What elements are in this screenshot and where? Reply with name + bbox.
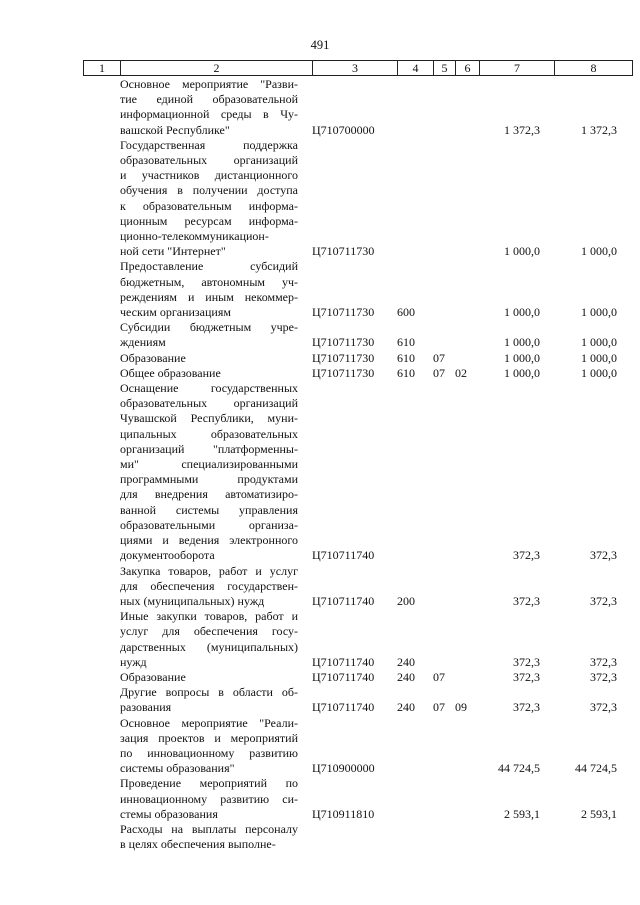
target-code: Ц710711730 (312, 335, 375, 350)
description-line: документооборота (120, 548, 215, 563)
target-code: Ц710711730 (312, 305, 375, 320)
table-row (120, 670, 620, 685)
row-description (120, 366, 298, 381)
description-line: для обеспечения государствен- (120, 578, 298, 593)
description-line: для внедрения автоматизиро- (120, 487, 298, 502)
target-code: Ц710711730 (312, 244, 375, 259)
description-line: образовательными организа- (120, 517, 298, 532)
expense-type: 600 (397, 305, 415, 320)
row-description (120, 564, 298, 610)
table-row (120, 77, 620, 138)
header-col-5: 5 (434, 61, 456, 75)
description-line: Расходы на выплаты персоналу (120, 821, 298, 836)
row-description (120, 685, 298, 715)
amount-year-1: 372,3 (513, 593, 540, 608)
amount-year-2: 372,3 (590, 700, 617, 715)
expense-type: 240 (397, 700, 415, 715)
description-line: к образовательным информа- (120, 198, 298, 213)
subsection: 09 (455, 700, 467, 715)
description-line: Предоставление субсидий (120, 259, 298, 274)
description-line: Основное мероприятие "Разви- (120, 77, 298, 91)
header-col-2: 2 (121, 61, 313, 75)
description-line: Другие вопросы в области об- (120, 685, 298, 700)
description-line: дарственных (муниципальных) (120, 639, 298, 654)
target-code: Ц710711740 (312, 669, 375, 684)
description-line: организаций "платформенны- (120, 441, 298, 456)
section: 07 (433, 669, 445, 684)
description-line: и участников дистанционного (120, 168, 298, 183)
target-code: Ц710711740 (312, 654, 375, 669)
expense-type: 610 (397, 365, 415, 380)
target-code: Ц710700000 (312, 122, 375, 137)
header-col-8: 8 (590, 61, 597, 75)
row-description (120, 609, 298, 670)
description-line: Государственная поддержка (120, 137, 298, 152)
description-line: ных (муниципальных) нужд (120, 593, 265, 608)
target-code: Ц710711730 (312, 350, 375, 365)
description-line: ждениям (120, 335, 166, 350)
row-description (120, 77, 298, 138)
amount-year-1: 1 000,0 (504, 335, 540, 350)
description-line: Общее образование (120, 365, 221, 380)
amount-year-2: 372,3 (590, 548, 617, 563)
description-line: тие единой образовательной (120, 92, 298, 107)
amount-year-2: 1 000,0 (581, 335, 617, 350)
target-code: Ц710900000 (312, 761, 375, 776)
row-description (120, 259, 298, 320)
description-line: Основное мероприятие "Реали- (120, 715, 298, 730)
description-line: Чувашской Республики, муни- (120, 411, 298, 426)
description-line: Закупка товаров, работ и услуг (120, 563, 298, 578)
description-line: вашской Республике" (120, 122, 230, 137)
amount-year-2: 2 593,1 (581, 806, 617, 821)
description-line: ванной системы управления (120, 502, 298, 517)
header-col-7: 7 (480, 61, 555, 75)
table-row (120, 320, 620, 350)
amount-year-2: 1 000,0 (581, 365, 617, 380)
amount-year-2: 372,3 (590, 593, 617, 608)
amount-year-2: 372,3 (590, 654, 617, 669)
expense-type: 240 (397, 654, 415, 669)
description-line: по инновационному развитию (120, 745, 298, 760)
amount-year-2: 1 372,3 (581, 122, 617, 137)
table-header (83, 60, 633, 76)
description-line: системы образования" (120, 761, 235, 776)
row-description (120, 716, 298, 777)
description-line: ческим организациям (120, 305, 231, 320)
description-line: Иные закупки товаров, работ и (120, 609, 298, 624)
table-row (120, 351, 620, 366)
target-code: Ц710711730 (312, 365, 375, 380)
description-line: Образование (120, 669, 186, 684)
row-description (120, 776, 298, 822)
description-line: ной сети "Интернет" (120, 244, 226, 259)
header-col-3: 3 (313, 61, 398, 75)
amount-year-2: 372,3 (590, 669, 617, 684)
table-row (120, 366, 620, 381)
description-line: бюджетным, автономным уч- (120, 274, 298, 289)
description-line: нужд (120, 654, 147, 669)
header-col-1: 1 (84, 61, 121, 75)
description-line: ципальных образовательных (120, 426, 298, 441)
amount-year-2: 44 724,5 (575, 761, 617, 776)
expense-type: 200 (397, 593, 415, 608)
amount-year-2: 1 000,0 (581, 350, 617, 365)
description-line: зация проектов и мероприятий (120, 730, 298, 745)
table-row (120, 822, 620, 852)
table-row (120, 609, 620, 670)
row-description (120, 138, 298, 260)
description-line: ционно-телекоммуникацион- (120, 229, 269, 244)
amount-year-1: 1 000,0 (504, 350, 540, 365)
expense-type: 610 (397, 350, 415, 365)
section: 07 (433, 700, 445, 715)
expense-type: 610 (397, 335, 415, 350)
amount-year-1: 1 000,0 (504, 305, 540, 320)
amount-year-1: 1 000,0 (504, 244, 540, 259)
description-line: ционным ресурсам информа- (120, 213, 298, 228)
description-line: в целях обеспечения выполне- (120, 837, 276, 852)
amount-year-1: 1 372,3 (504, 122, 540, 137)
table-row (120, 716, 620, 777)
amount-year-2: 1 000,0 (581, 244, 617, 259)
table-row (120, 138, 620, 260)
target-code: Ц710711740 (312, 700, 375, 715)
amount-year-2: 1 000,0 (581, 305, 617, 320)
amount-year-1: 372,3 (513, 548, 540, 563)
description-line: ми" специализированными (120, 457, 298, 472)
description-line: циями и ведения электронного (120, 533, 298, 548)
description-line: обучения в получении доступа (120, 183, 298, 198)
row-description (120, 670, 298, 685)
section: 07 (433, 350, 445, 365)
amount-year-1: 372,3 (513, 669, 540, 684)
header-col-4: 4 (398, 61, 434, 75)
row-description (120, 381, 298, 563)
table-row (120, 259, 620, 320)
expense-type: 240 (397, 669, 415, 684)
target-code: Ц710711740 (312, 548, 375, 563)
table-body (120, 77, 620, 852)
amount-year-1: 372,3 (513, 700, 540, 715)
header-col-6: 6 (456, 61, 480, 75)
description-line: Образование (120, 350, 186, 365)
target-code: Ц710711740 (312, 593, 375, 608)
description-line: программными продуктами (120, 472, 298, 487)
description-line: реждениям и иным некоммер- (120, 289, 298, 304)
section: 07 (433, 365, 445, 380)
description-line: Проведение мероприятий по (120, 776, 298, 791)
amount-year-1: 1 000,0 (504, 365, 540, 380)
description-line: информационной среды в Чу- (120, 107, 298, 122)
amount-year-1: 2 593,1 (504, 806, 540, 821)
description-line: разования (120, 700, 172, 715)
subsection: 02 (455, 365, 467, 380)
row-description (120, 351, 298, 366)
description-line: образовательных организаций (120, 396, 298, 411)
table-row (120, 776, 620, 822)
page-number: 491 (310, 38, 330, 52)
target-code: Ц710911810 (312, 806, 375, 821)
description-line: образовательных организаций (120, 153, 298, 168)
description-line: Оснащение государственных (120, 381, 298, 396)
description-line: услуг для обеспечения госу- (120, 624, 298, 639)
row-description (120, 320, 298, 350)
table-row (120, 381, 620, 563)
amount-year-1: 372,3 (513, 654, 540, 669)
amount-year-1: 44 724,5 (498, 761, 540, 776)
description-line: стемы образования (120, 806, 218, 821)
table-row (120, 685, 620, 715)
description-line: Субсидии бюджетным учре- (120, 320, 298, 335)
description-line: инновационному развитию си- (120, 791, 298, 806)
table-row (120, 564, 620, 610)
row-description (120, 822, 298, 852)
